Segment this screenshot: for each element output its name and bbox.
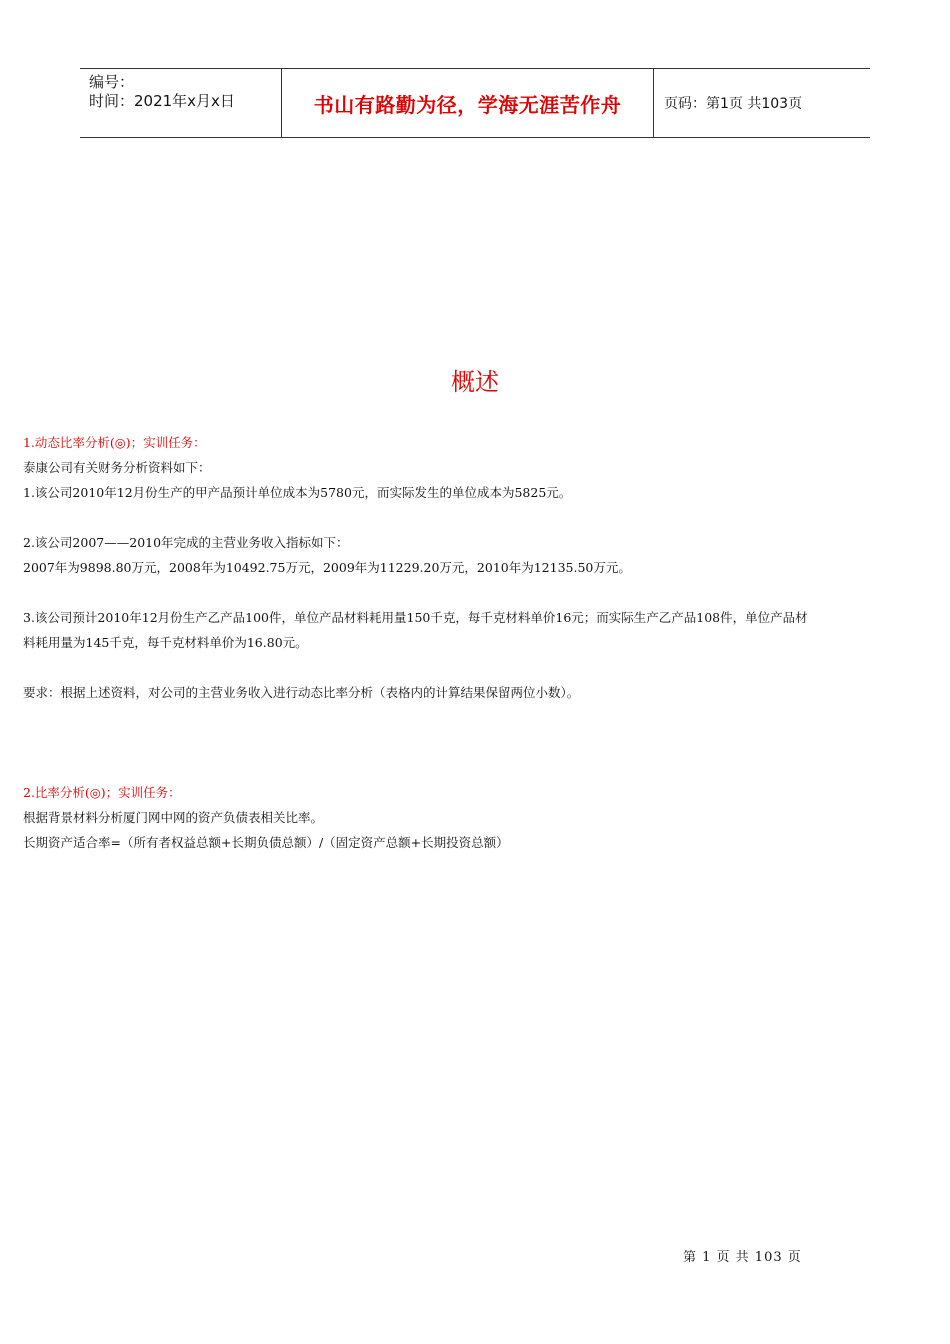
header-page-info: 页码：第1页 共103页 xyxy=(664,96,803,112)
section1-line: 2.该公司2007——2010年完成的主营业务收入指标如下： xyxy=(23,535,349,550)
page-title: 概述 xyxy=(451,368,499,396)
section1-line: 3.该公司预计2010年12月份生产乙产品100件，单位产品材料耗用量150千克，每千克材料单价16元；而实际生产乙产品108件，单位产品材 xyxy=(23,610,808,625)
section2-heading: 2.比率分析(◎)；实训任务： xyxy=(23,785,181,800)
section1-requirement: 要求：根据上述资料，对公司的主营业务收入进行动态比率分析（表格内的计算结果保留两位小数）。 xyxy=(23,685,580,700)
section1-line: 料耗用量为145千克，每千克材料单价为16.80元。 xyxy=(23,635,308,650)
header-motto: 书山有路勤为径，学海无涯苦作舟 xyxy=(281,69,654,137)
section2-line: 根据背景材料分析厦门网中网的资产负债表相关比率。 xyxy=(23,810,324,825)
header-table xyxy=(80,68,870,138)
section1-line: 泰康公司有关财务分析资料如下： xyxy=(23,460,211,475)
section2-formula: 长期资产适合率=（所有者权益总额+长期负债总额）/（固定资产总额+长期投资总额） xyxy=(23,835,509,850)
header-meta xyxy=(80,69,281,137)
time-label: 时间：2021年x月x日 xyxy=(89,92,235,110)
page-footer: 第 1 页 共 103 页 xyxy=(683,1250,802,1265)
section1-heading: 1.动态比率分析(◎)；实训任务： xyxy=(23,435,206,450)
section1-line: 2007年为9898.80万元，2008年为10492.75万元，2009年为11229.20万元，2010年为12135.50万元。 xyxy=(23,560,631,575)
number-label: 编号： xyxy=(89,73,135,91)
section1-line: 1.该公司2010年12月份生产的甲产品预计单位成本为5780元，而实际发生的单位成本为5825元。 xyxy=(23,485,572,500)
document-body xyxy=(23,430,933,855)
